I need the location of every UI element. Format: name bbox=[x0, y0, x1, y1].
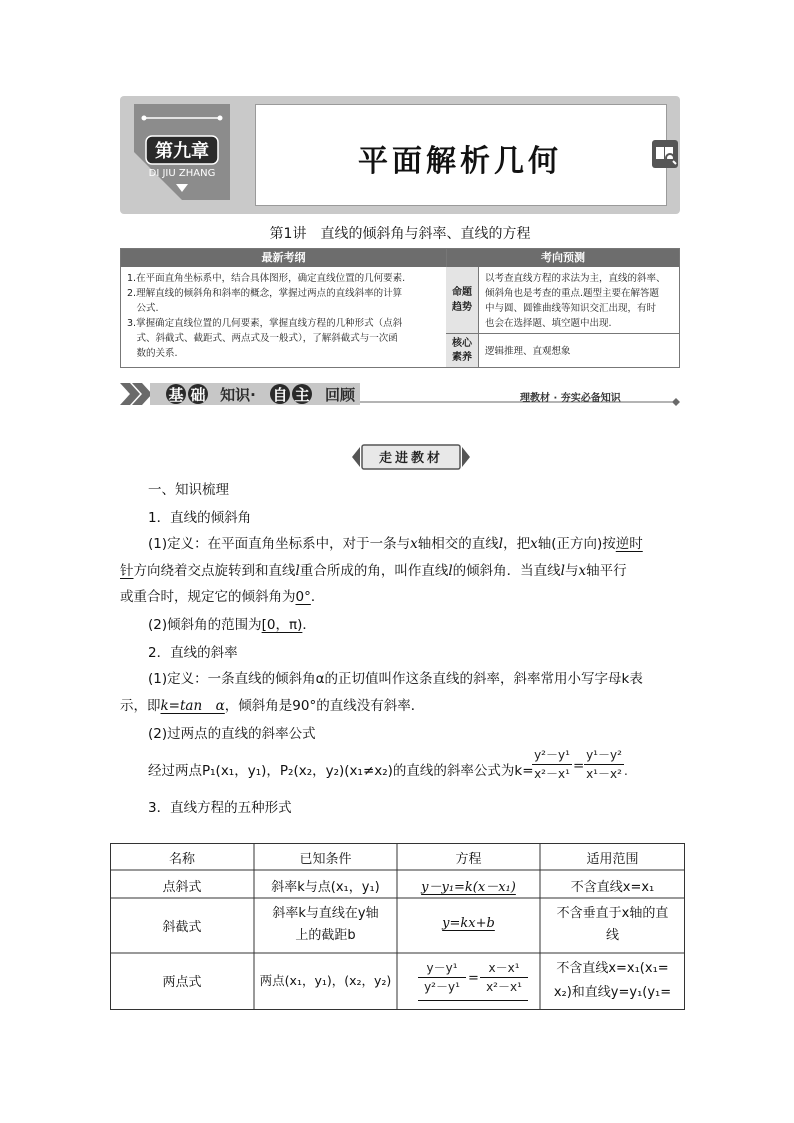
outline-line: 3.掌握确定直线位置的几何要素，掌握直线方程的几种形式（点斜 bbox=[127, 318, 403, 329]
trend-line: 也会在选择题、填空题中出现. bbox=[485, 318, 612, 329]
section-title-text: 知识· bbox=[220, 386, 256, 404]
blank-answer: 针 bbox=[120, 563, 134, 579]
slope-fraction-1: y²－y¹ x²－x¹ bbox=[532, 746, 572, 782]
table-cell: 不含直线x=x₁ bbox=[570, 880, 655, 895]
line-equation-forms-table bbox=[110, 843, 685, 1010]
blank-answer: k=tan α bbox=[160, 698, 225, 714]
textbook-tag-text: 走进教材 bbox=[378, 451, 444, 466]
slope-definition-2: 示，即k=tan α，倾斜角是90°的直线没有斜率． bbox=[120, 698, 425, 714]
blank-answer: 逆时 bbox=[615, 536, 643, 552]
trend-label: 命题 bbox=[452, 287, 472, 298]
core-value: 逻辑推理、直观想象 bbox=[485, 346, 571, 357]
trend-header: 考向预测 bbox=[447, 249, 679, 267]
table-cell: 两点(x₁，y₁)，(x₂，y₂) bbox=[259, 973, 392, 988]
section-title-char: 主 bbox=[294, 386, 310, 404]
chapter-title: 平面解析几何 bbox=[358, 144, 562, 179]
section-title-char: 础 bbox=[190, 386, 206, 404]
outline-line: 数的关系. bbox=[127, 348, 178, 359]
range-line: (2)倾斜角的范围为[0，π)． bbox=[148, 617, 316, 633]
exam-outline-box bbox=[120, 248, 680, 368]
subheading-inclination: 1．直线的倾斜角 bbox=[148, 510, 252, 526]
book-search-icon bbox=[652, 140, 678, 168]
equals-sign: = bbox=[573, 758, 585, 774]
table-cell: y－y₁=k(x－x₁) bbox=[421, 880, 516, 895]
section-title-text: 回顾 bbox=[324, 386, 356, 404]
heading-knowledge: 一、知识梳理 bbox=[148, 482, 229, 498]
section-title-char: 自 bbox=[272, 386, 288, 404]
core-label: 核心 bbox=[452, 338, 472, 349]
table-cell: 斜率k与点(x₁，y₁) bbox=[271, 880, 380, 895]
slope-fraction-2: y¹－y² x¹－x² bbox=[584, 746, 624, 782]
section-subtitle: 理教材 · 夯实必备知识 bbox=[520, 393, 621, 404]
subheading-slope: 2．直线的斜率 bbox=[148, 645, 238, 661]
slope-formula-heading: (2)过两点的直线的斜率公式 bbox=[148, 726, 316, 742]
table-cell: 点斜式 bbox=[162, 880, 202, 895]
definition-line-2: 针方向绕着交点旋转到和直线l重合所成的角，叫作直线l的倾斜角．当直线l与x轴平行 bbox=[120, 563, 627, 579]
section-title-char: 基 bbox=[168, 386, 184, 404]
trend-line: 以考查直线方程的求法为主，直线的斜率、 bbox=[485, 273, 666, 284]
outline-line: 式、斜截式、截距式、两点式及一般式），了解斜截式与一次函 bbox=[127, 333, 398, 344]
trend-line: 倾斜角也是考查的重点.题型主要在解答题 bbox=[485, 288, 660, 299]
outline-header: 最新考纲 bbox=[121, 249, 446, 267]
trend-line: 中与圆、圆锥曲线等知识交汇出现，有时 bbox=[485, 303, 657, 314]
table-cell: y=kx+b bbox=[442, 916, 495, 931]
lesson-title: 第1讲 直线的倾斜角与斜率、直线的方程 bbox=[269, 226, 531, 242]
textbook-tag bbox=[352, 444, 470, 470]
table-cell: 不含垂直于x轴的直 线 bbox=[556, 906, 669, 943]
blank-answer: [0，π) bbox=[261, 617, 303, 633]
outline-line: 2.理解直线的倾斜角和斜率的概念，掌握过两点的直线斜率的计算 bbox=[127, 288, 403, 299]
definition-line-1: (1)定义：在平面直角坐标系中，对于一条与x轴相交的直线l，把x轴(正方向)按逆时 bbox=[148, 536, 643, 552]
core-label: 素养 bbox=[452, 352, 472, 363]
badge-main-text: 第九章 bbox=[155, 141, 209, 162]
table-cell: 两点式 bbox=[162, 975, 202, 990]
definition-line-3: 或重合时，规定它的倾斜角为0°． bbox=[120, 589, 325, 605]
table-header: 已知条件 bbox=[299, 852, 352, 867]
slope-formula-line: 经过两点P₁(x₁，y₁)，P₂(x₂，y₂)(x₁≠x₂)的直线的斜率公式为k= bbox=[148, 763, 534, 779]
formula-period: . bbox=[624, 764, 628, 778]
subheading-five-forms: 3．直线方程的五种形式 bbox=[148, 800, 292, 816]
two-point-equation: y－y¹ y²－y¹ = x－x¹ x²－x¹ bbox=[410, 959, 540, 1003]
badge-sub-text: DI JIU ZHANG bbox=[148, 168, 216, 179]
outline-line: 公式. bbox=[127, 303, 159, 314]
table-header: 方程 bbox=[455, 852, 482, 867]
table-header: 适用范围 bbox=[586, 852, 639, 867]
table-cell: 不含直线x=x₁(x₁= x₂)和直线y=y₁(y₁= bbox=[553, 961, 672, 1000]
chapter-badge bbox=[130, 104, 234, 204]
slope-definition-1: (1)定义：一条直线的倾斜角α的正切值叫作这条直线的斜率，斜率常用小写字母k表 bbox=[148, 671, 643, 687]
table-cell: 斜截式 bbox=[162, 920, 202, 935]
table-cell: 斜率k与直线在y轴 上的截距b bbox=[272, 906, 379, 943]
outline-line: 1.在平面直角坐标系中，结合具体图形，确定直线位置的几何要素. bbox=[127, 273, 406, 284]
table-header: 名称 bbox=[168, 852, 195, 867]
blank-answer: 0° bbox=[295, 589, 311, 605]
trend-label: 趋势 bbox=[452, 302, 472, 313]
